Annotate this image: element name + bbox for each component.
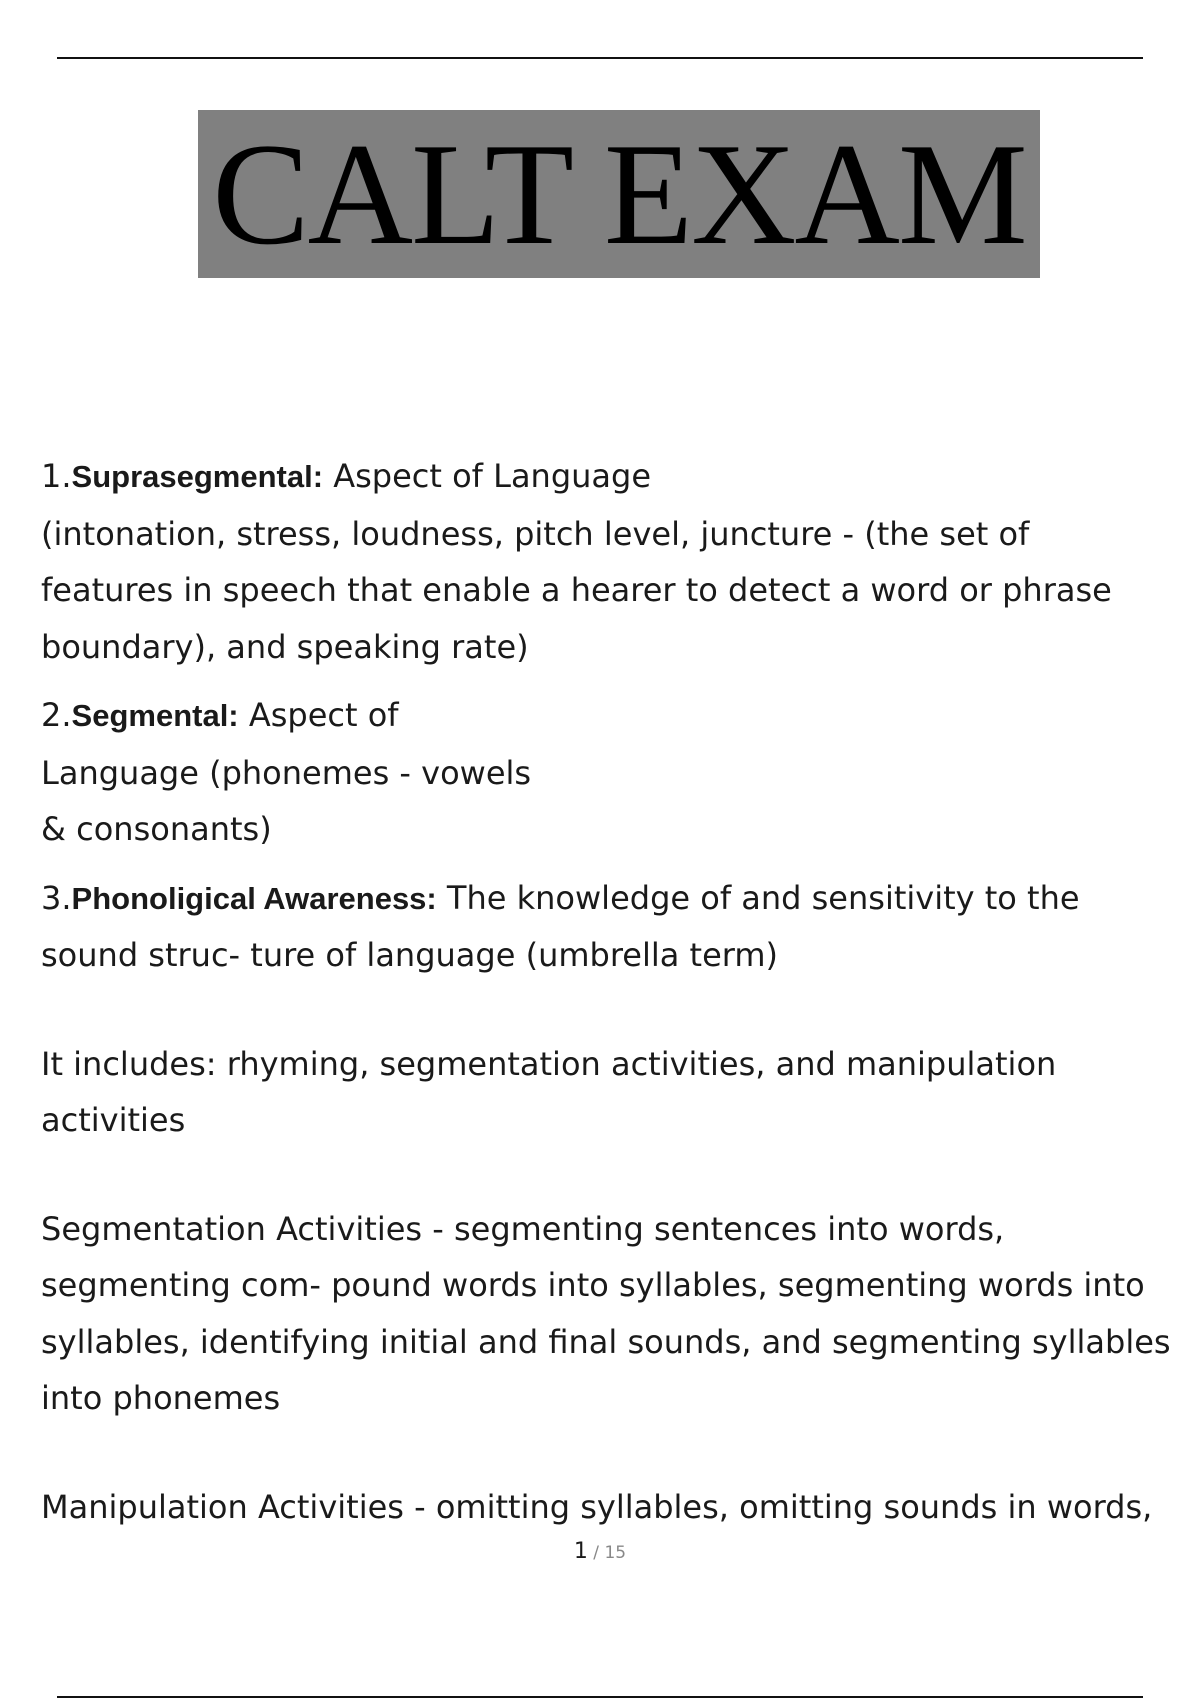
paragraph-line: segmenting com- pound words into syllables, segmenting words into <box>41 1266 1145 1304</box>
paragraph-line: syllables, identifying initial and final sounds, and segmenting syllables <box>41 1322 1171 1361</box>
paragraph-manipulation <box>41 1479 1181 1536</box>
item-text-line: (intonation, stress, loudness, pitch level, juncture - (the set of <box>41 514 1030 553</box>
paragraph-line: into phonemes <box>41 1379 281 1417</box>
item-number: 1. <box>41 457 72 495</box>
title-banner <box>198 110 1040 278</box>
item-term: Suprasegmental: <box>71 459 324 494</box>
page-current: 1 <box>573 1539 588 1564</box>
list-item-phonological-awareness <box>41 870 1181 984</box>
item-text-line: Aspect of <box>238 696 399 734</box>
item-number: 3. <box>41 878 72 917</box>
document-body <box>41 448 1181 1535</box>
page-total: / 15 <box>587 1543 627 1563</box>
document-title: CALT EXAM <box>212 113 1026 275</box>
item-term: Segmental: <box>71 698 239 733</box>
item-text-line: Language (phonemes - vowels <box>41 753 532 792</box>
item-text-line: The knowledge of and sensitivity to the <box>436 878 1080 917</box>
bottom-rule <box>57 1696 1143 1698</box>
paragraph-segmentation <box>41 1201 1181 1427</box>
list-item-suprasegmental <box>41 448 1181 675</box>
list-item-segmental <box>41 687 1181 858</box>
item-text-line: sound struc- ture of language (umbrella term) <box>41 936 779 974</box>
paragraph-line: Segmentation Activities - segmenting sentences into words, <box>41 1209 1005 1248</box>
paragraph-line: It includes: rhyming, segmentation activities, and manipulation <box>41 1044 1057 1083</box>
paragraph-includes <box>41 1036 1181 1149</box>
paragraph-line: activities <box>41 1101 186 1139</box>
top-rule <box>57 57 1143 59</box>
item-term: Phonoligical Awareness: <box>71 880 437 916</box>
page-indicator <box>0 1539 1200 1564</box>
item-number: 2. <box>41 696 72 734</box>
paragraph-line: Manipulation Activities - omitting syllables, omitting sounds in words, <box>41 1487 1153 1526</box>
item-text-line: & consonants) <box>41 810 272 848</box>
item-text-line: features in speech that enable a hearer to detect a word or phrase <box>41 571 1112 609</box>
item-text-line: Aspect of Language <box>323 457 652 495</box>
item-text-line: boundary), and speaking rate) <box>41 627 529 666</box>
